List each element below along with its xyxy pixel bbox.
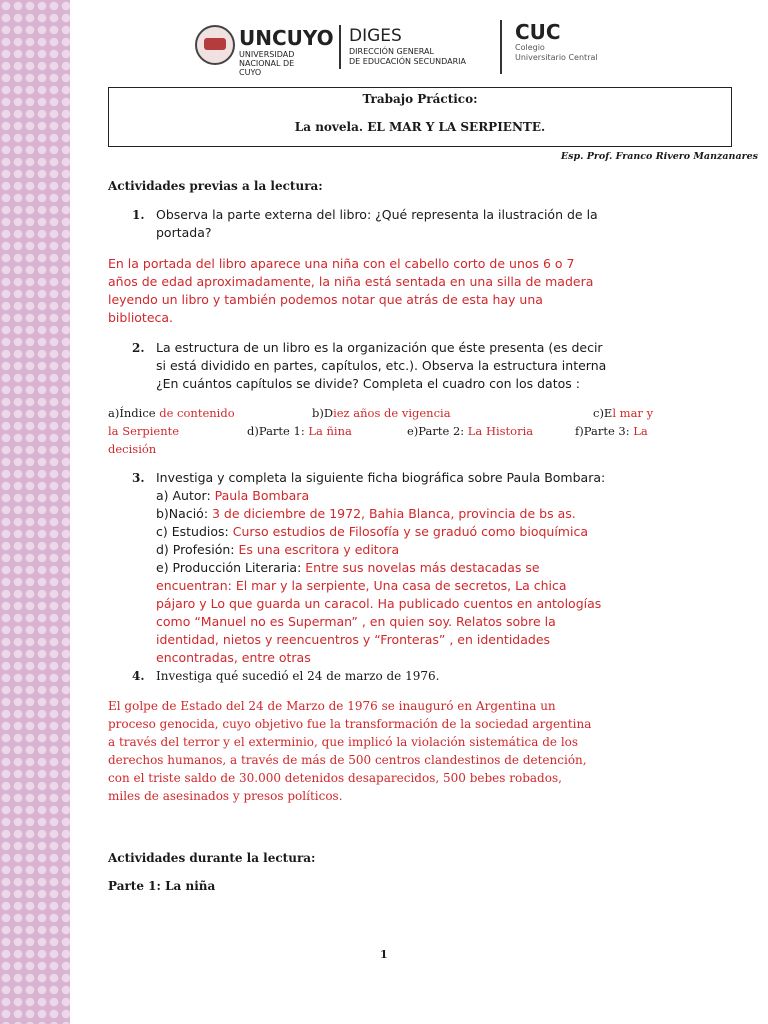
bio-profesion: d) Profesión: Es una escritora y editora bbox=[156, 542, 400, 557]
answer-4: El golpe de Estado del 24 de Marzo de 1976 se inauguró en Argentina un proceso genocida, cuyo objetivo fue la transformación de la sociedad argentina a través del terror y el exterminio, que implicó la violación sistemática de los derechos humanos, a través de más de 500 centros clandestinos de detención, con el triste saldo de 30.000 detenidos desaparecidos, 500 bebes robados, miles de asesinados y presos políticos. bbox=[108, 699, 592, 803]
author-name: Esp. Prof. Franco Rivero Manzanares bbox=[560, 151, 758, 162]
answer-1: En la portada del libro aparece una niña con el cabello corto de unos 6 o 7 años de edad aproximadamente, la niña está sentada en una silla de madera leyendo un libro y también podemos notar que atrás de esta hay una biblioteca. bbox=[108, 256, 594, 325]
structure-c: c)El mar y bbox=[593, 406, 654, 420]
question-number: 2. bbox=[132, 341, 145, 355]
question-2: La estructura de un libro es la organización que éste presenta (es decir si está dividido en partes, capítulos, etc.). Observa la estructura interna ¿En cuántos capítulos se divide? Completa el cuadro con los datos : bbox=[156, 340, 607, 391]
uncuyo-subtitle: UNIVERSIDAD NACIONAL DE CUYO bbox=[239, 50, 295, 77]
decorative-side-strip bbox=[0, 0, 70, 1024]
title-line-1: Trabajo Práctico: bbox=[362, 92, 478, 106]
title-line-2: La novela. EL MAR Y LA SERPIENTE. bbox=[294, 120, 546, 134]
uncuyo-logo-text: UNCUYO bbox=[239, 26, 334, 50]
structure-e: e)Parte 2: La Historia bbox=[407, 424, 534, 438]
bio-estudios: c) Estudios: Curso estudios de Filosofía y se graduó como bioquímica bbox=[156, 524, 588, 539]
question-3: Investiga y completa la siguiente ficha biográfica sobre Paula Bombara: a) Autor: Paula Bombara b)Nació: 3 de diciembre de 1972, Bahia Blanca, provincia de bs as. c) Estudios: Curso estudios de Filosofía y se graduó como bioquímica d) Profesión: Es una escritora y editora e) Producción Literaria: Entre sus novelas más destacadas se encuentran: El mar y la serpiente, Una casa de secretos, La chica pájaro y Lo que guarda un caracol. Ha publicado cuentos en antologías como “Manuel no es Superman” , en quien soy. Relatos sobre la identidad, nietos y reencuentros y “Fronteras” , en identidades encontradas, entre otras bbox=[156, 469, 730, 667]
section-heading-before: Actividades previas a la lectura: bbox=[108, 179, 323, 193]
bio-nacio: b)Nació: 3 de diciembre de 1972, Bahia Blanca, provincia de bs as. bbox=[156, 506, 576, 521]
cuc-subtitle: Colegio Universitario Central bbox=[515, 43, 598, 62]
question-number: 4. bbox=[132, 669, 145, 683]
question-1: Observa la parte externa del libro: ¿Qué representa la ilustración de la portada? bbox=[156, 207, 598, 240]
header-divider bbox=[339, 25, 341, 69]
uncuyo-seal-icon bbox=[195, 25, 235, 65]
bio-produccion: e) Producción Literaria: Entre sus novelas más destacadas se bbox=[156, 560, 540, 575]
document-page bbox=[70, 0, 768, 1024]
structure-d: d)Parte 1: La ñina bbox=[247, 424, 352, 438]
page-number: 1 bbox=[380, 948, 388, 961]
title-box bbox=[108, 87, 732, 147]
header-divider bbox=[500, 20, 502, 74]
diges-subtitle: DIRECCIÓN GENERAL DE EDUCACIÓN SECUNDARIA bbox=[349, 47, 466, 66]
section-heading-during: Actividades durante la lectura: bbox=[108, 851, 316, 865]
question-4: Investiga qué sucedió el 24 de marzo de 1976. bbox=[156, 669, 440, 683]
structure-b: b)Diez años de vigencia bbox=[312, 406, 451, 420]
structure-a: a)Índice de contenido bbox=[108, 406, 235, 420]
structure-c-cont: la Serpiente bbox=[108, 424, 180, 438]
bio-autor: a) Autor: Paula Bombara bbox=[156, 488, 310, 503]
cuc-logo-text: CUC bbox=[515, 20, 561, 44]
structure-f-cont: decisión bbox=[108, 442, 157, 456]
structure-f: f)Parte 3: La bbox=[575, 424, 648, 438]
part-1-heading: Parte 1: La niña bbox=[108, 879, 216, 893]
diges-logo-text: DIGES bbox=[349, 26, 402, 46]
question-number: 1. bbox=[132, 208, 145, 222]
question-number: 3. bbox=[132, 471, 145, 485]
